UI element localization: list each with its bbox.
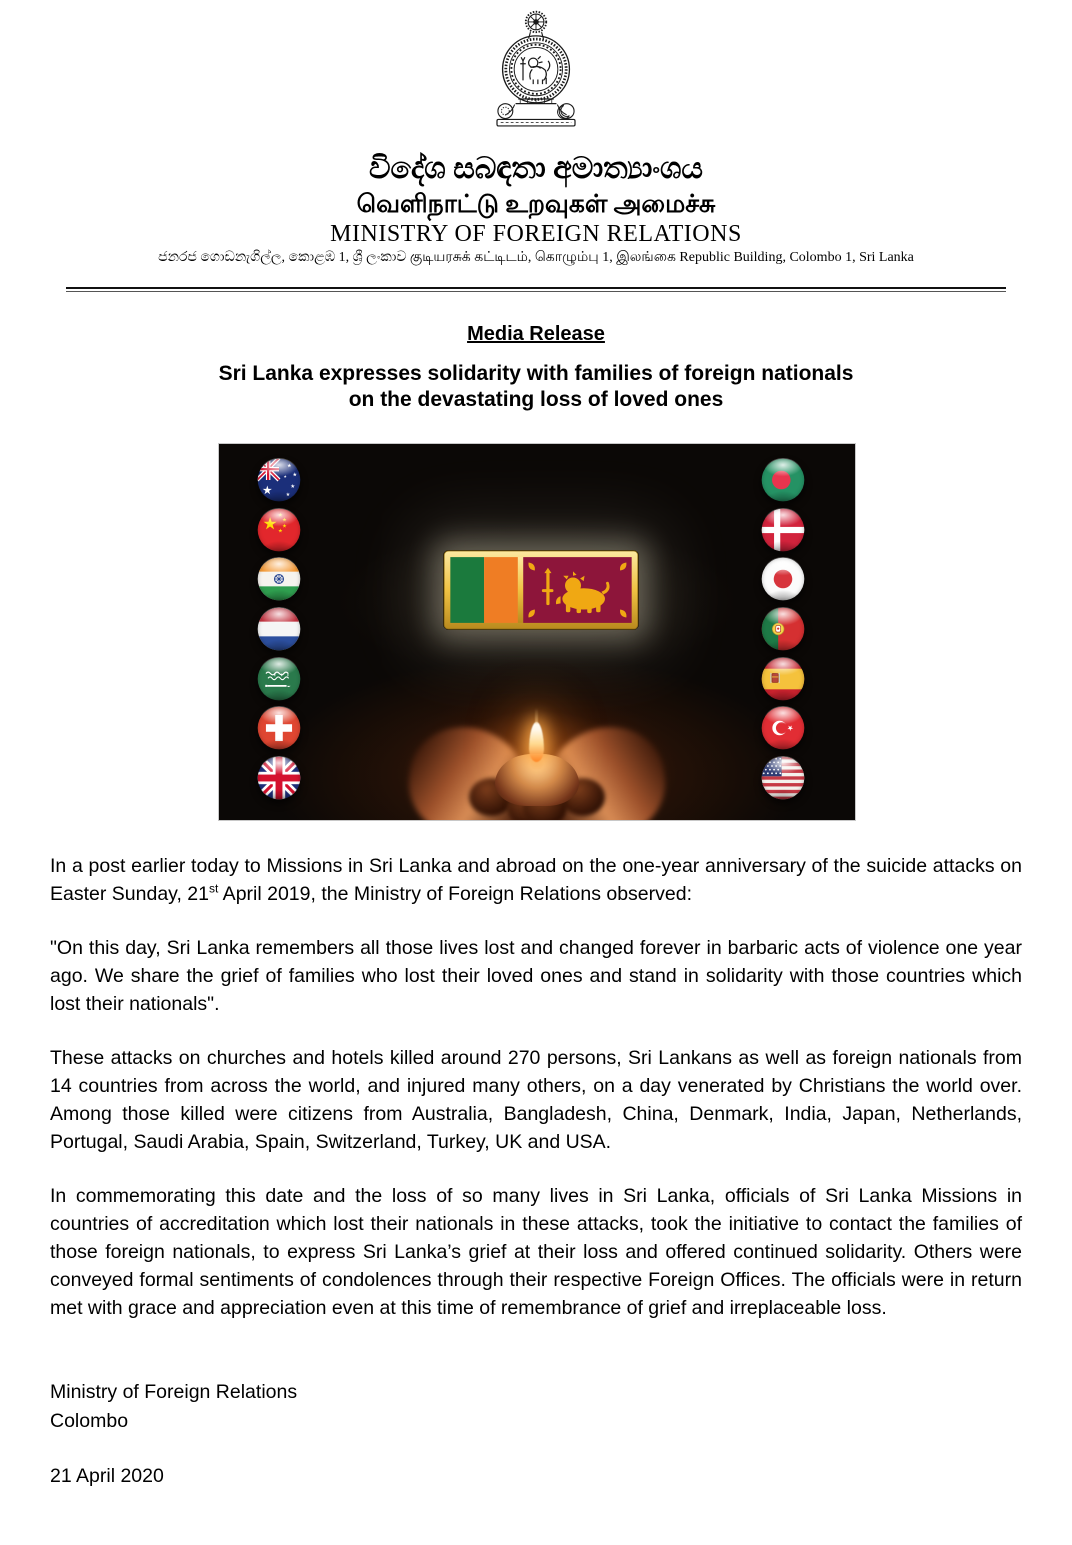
- flag-column-right: [761, 458, 805, 800]
- release-title-line2: on the devastating loss of loved ones: [348, 388, 724, 411]
- signoff-city: Colombo: [50, 1410, 129, 1432]
- flag-japan: [761, 557, 805, 601]
- flag-column-left: [257, 458, 301, 800]
- release-title-line1: Sri Lanka expresses solidarity with families of foreign nationals: [218, 362, 854, 385]
- flag-china: [257, 508, 301, 552]
- letterhead: [0, 0, 1072, 292]
- flag-saudi-arabia: [257, 657, 301, 701]
- signoff: [0, 1378, 1072, 1436]
- paragraph-2: "On this day, Sri Lanka remembers all those lives lost and changed forever in barbaric acts of violence one year ago. We share the grief of families who lost their loved ones and stand in solidarity with those countries which lost their nationals".: [50, 937, 1022, 1015]
- flag-netherlands: [257, 607, 301, 651]
- sri-lanka-emblem-icon: [489, 8, 583, 138]
- release-footer: [0, 1378, 1072, 1488]
- media-release-heading: Media Release: [467, 323, 605, 345]
- flag-denmark: [761, 508, 805, 552]
- ministry-name-tamil: வெளிநாட்டு உறவுகள் அமைச்சு: [356, 191, 716, 218]
- ministry-name-english: MINISTRY OF FOREIGN RELATIONS: [330, 221, 742, 247]
- ordinal-superscript: st: [209, 881, 219, 896]
- sri-lanka-flag: [443, 550, 639, 630]
- release-body: [0, 323, 1072, 1322]
- ministry-address: ජනරජ ගොඩනැගිල්ල, කොළඹ 1, ශ්‍රී ලංකාව குடியரசுக் கட்டிடம், கொழும்பு 1, இலங்கை Republic Building, Colombo 1, Sri Lanka: [158, 250, 914, 265]
- flag-bangladesh: [761, 458, 805, 502]
- candle-in-hands: [407, 685, 667, 820]
- memorial-photo: [218, 443, 856, 821]
- flag-united-kingdom: [257, 756, 301, 800]
- flag-usa: [761, 756, 805, 800]
- letterhead-divider: [66, 287, 1006, 292]
- paragraph-4: In commemorating this date and the loss of so many lives in Sri Lanka, officials of Sri Lanka Missions in countries of accreditation which lost their nationals in these attacks, took the initiative to contact the families of those foreign nationals, to express Sri Lanka’s grief at their loss and offered continued solidarity. Others were conveyed formal sentiments of condolences through their respective Foreign Offices. The officials were in return met with grace and appreciation even at this time of remembrance of grief and irreplaceable loss.: [50, 1185, 1022, 1319]
- signoff-ministry: Ministry of Foreign Relations: [50, 1381, 298, 1403]
- paragraph-3: These attacks on churches and hotels killed around 270 persons, Sri Lankans as well as foreign nationals from 14 countries from across the world, and injured many others, on a day venerated by Christians the world over. Among those killed were citizens from Australia, Bangladesh, China, Denmark, India, Japan, Netherlands, Portugal, Saudi Arabia, Spain, Switzerland, Turkey, UK and USA.: [50, 1047, 1022, 1153]
- flag-portugal: [761, 607, 805, 651]
- release-title: [40, 361, 1032, 413]
- flag-australia: [257, 458, 301, 502]
- paragraph-1: In a post earlier today to Missions in Sri Lanka and abroad on the one-year anniversary of the suicide attacks on Easter Sunday, 21st April 2019, the Ministry of Foreign Relations observed:: [50, 855, 1022, 905]
- ministry-name-sinhala: විදේශ සබඳතා අමාත්‍යාංශය: [368, 152, 704, 185]
- flag-spain: [761, 657, 805, 701]
- release-date: 21 April 2020: [50, 1465, 164, 1487]
- flag-switzerland: [257, 706, 301, 750]
- flag-turkey: [761, 706, 805, 750]
- paragraphs: [0, 852, 1072, 1322]
- flag-india: [257, 557, 301, 601]
